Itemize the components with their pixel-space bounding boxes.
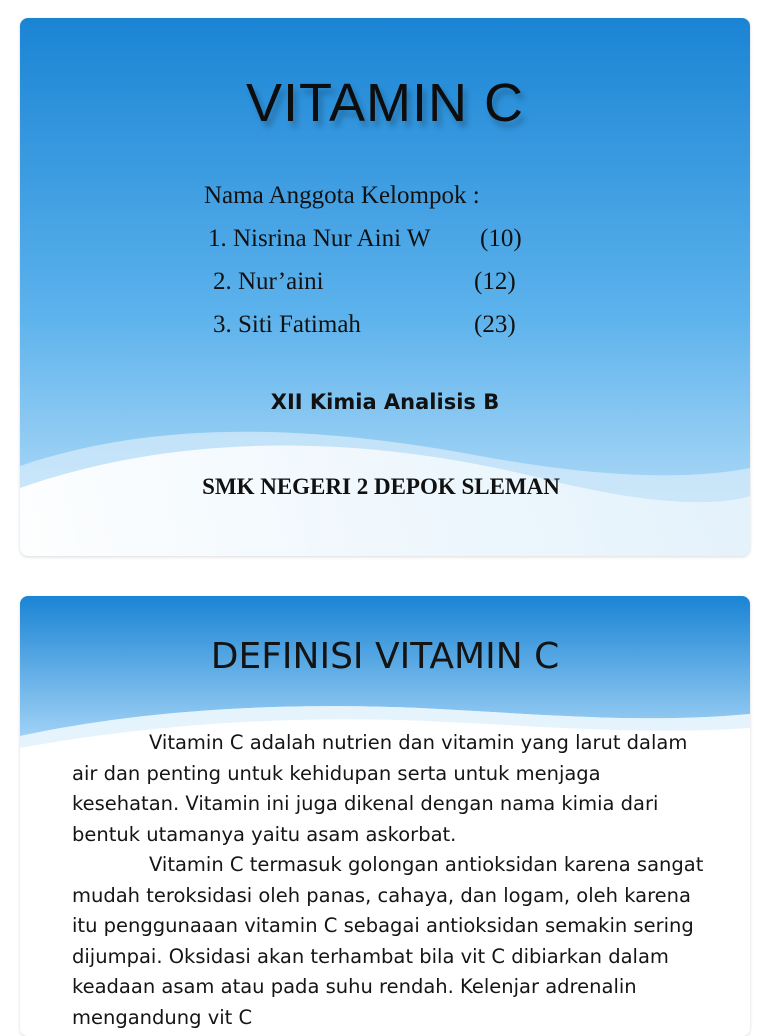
member-name: 3. Siti Fatimah xyxy=(213,311,361,338)
slide-title: VITAMIN C xyxy=(246,73,524,133)
member-row xyxy=(204,217,522,260)
paragraph: Vitamin C termasuk golongan antioksidan karena sangat mudah teroksidasi oleh panas, cahaya, dan logam, oleh karena itu penggunaaan vitamin C sebagai antioksidan semakin sering dijumpai. Oksidasi akan terhambat bila vit C dibiarkan dalam keadaan asam atau pada suhu rendah. Kelenjar adrenalin mengandung vit C xyxy=(72,853,704,1029)
members-heading-text: Nama Anggota Kelompok : xyxy=(204,182,480,209)
slide-title: DEFINISI VITAMIN C xyxy=(210,636,560,677)
paragraph: Vitamin C adalah nutrien dan vitamin yang larut dalam air dan penting untuk kehidupan serta untuk menjaga kesehatan. Vitamin ini juga dikenal dengan nama kimia dari bentuk utamanya yaitu asam askorbat. xyxy=(72,731,688,846)
title-slide xyxy=(20,18,750,556)
definition-body xyxy=(72,728,712,1033)
member-number: (10) xyxy=(480,225,522,252)
member-name: 2. Nur’aini xyxy=(213,268,324,295)
member-list xyxy=(204,174,522,346)
member-name: 1. Nisrina Nur Aini W xyxy=(208,225,431,252)
definition-slide xyxy=(20,596,750,1036)
class-label: XII Kimia Analisis B xyxy=(270,390,500,414)
member-row xyxy=(204,260,516,303)
members-heading xyxy=(204,174,480,217)
member-number: (23) xyxy=(474,311,516,338)
member-number: (12) xyxy=(474,268,516,295)
member-row xyxy=(204,303,516,346)
school-name: SMK NEGERI 2 DEPOK SLEMAN xyxy=(202,474,560,499)
